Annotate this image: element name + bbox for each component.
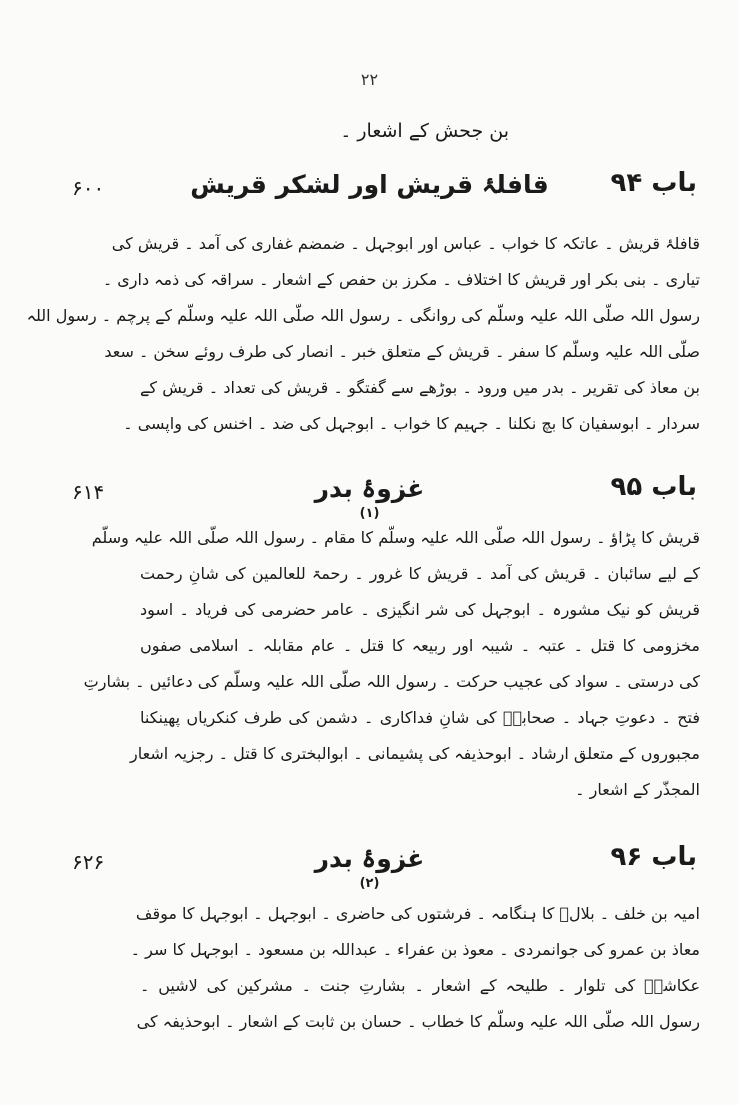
section-title: غزوۂ بدر — [314, 474, 425, 503]
section-subtitle: (۲) — [359, 876, 380, 891]
body-line: رسول اللہ صلّی اللہ علیہ وسلّم کی روانگی ۔ رسول اللہ صلّی اللہ علیہ وسلّم کے پرچم ۔ رسول اللہ — [26, 306, 700, 325]
body-line: صلّی اللہ علیہ وسلّم کا سفر ۔ قریش کے متعلق خبر ۔ انصار کی طرف روئے سخن ۔ سعد — [104, 342, 700, 361]
chapter-label: باب ۹۵ — [610, 472, 697, 502]
body-line: معاذ بن عمرو کی جوانمردی ۔ معوذ بن عفراء ۔ عبداللہ بن مسعود ۔ ابوجہل کا سر ۔ — [130, 940, 700, 959]
page-reference: ۶۱۴ — [72, 480, 105, 504]
page-number: ۲۲ — [360, 70, 379, 89]
page-reference: ۶۰۰ — [72, 176, 105, 200]
section-header-94 — [0, 168, 739, 228]
body-line: امیہ بن خلف ۔ بلالؓ کا ہنگامہ ۔ فرشتوں کی حاضری ۔ ابوجہل ۔ ابوجہل کا موقف — [135, 904, 700, 923]
body-line: قریش کا پڑاؤ ۔ رسول اللہ صلّی اللہ علیہ وسلّم کا مقام ۔ رسول اللہ صلّی اللہ علیہ وسلّم — [91, 528, 700, 547]
body-line: تیاری ۔ بنی بکر اور قریش کا اختلاف ۔ مکرز بن حفص کے اشعار ۔ سراقہ کی ذمہ داری ۔ — [102, 270, 700, 289]
chapter-label: باب ۹۴ — [610, 168, 697, 198]
body-line: مجبوروں کے متعلق ارشاد ۔ ابوحذیفہ کی پشیمانی ۔ ابوالبختری کا قتل ۔ رجزیہ اشعار — [130, 744, 700, 763]
body-line: المجذّر کے اشعار ۔ — [575, 780, 700, 799]
section-subtitle: (۱) — [359, 506, 380, 521]
body-line: کی درستی ۔ سواد کی عجیب حرکت ۔ رسول اللہ صلّی اللہ علیہ وسلّم کی دعائیں ۔ بشارتِ — [83, 672, 700, 691]
section-body-94 — [26, 226, 700, 442]
page-reference: ۶۲۶ — [72, 850, 105, 874]
body-line: فتح ۔ دعوتِ جہاد ۔ صحابہؓ کی شانِ فداکاری ۔ دشمن کی طرف کنکریاں پھینکنا — [140, 708, 700, 727]
body-line: رسول اللہ صلّی اللہ علیہ وسلّم کا خطاب ۔ حسان بن ثابت کے اشعار ۔ ابوحذیفہ کی — [136, 1012, 700, 1031]
section-title: قافلۂ قریش اور لشکر قریش — [190, 170, 549, 199]
body-line: سردار ۔ ابوسفیان کا بچ نکلنا ۔ جہیم کا خواب ۔ ابوجہل کی ضد ۔ اخنس کی واپسی ۔ — [123, 414, 700, 433]
section-title: غزوۂ بدر — [314, 844, 425, 873]
body-line: قریش کو نیک مشورہ ۔ ابوجہل کی شر انگیزی ۔ عامر حضرمی کی فریاد ۔ اسود — [140, 600, 700, 619]
chapter-label: باب ۹۶ — [610, 842, 697, 872]
body-line: مخزومی کا قتل ۔ عتبہ ۔ شیبہ اور ربیعہ کا قتل ۔ عام مقابلہ ۔ اسلامی صفوں — [140, 636, 700, 655]
section-body-96 — [130, 896, 700, 1040]
section-header-96 — [0, 842, 739, 902]
body-line: قافلۂ قریش ۔ عاتکہ کا خواب ۔ عباس اور ابوجہل ۔ ضمضم غفاری کی آمد ۔ قریش کی — [111, 234, 700, 253]
body-line: کے لیے سائبان ۔ قریش کی آمد ۔ قریش کا غرور ۔ رحمۃ للعالمین کی شانِ رحمت — [140, 564, 700, 583]
section-body-95 — [83, 520, 700, 808]
body-line: بن معاذ کی تقریر ۔ بدر میں ورود ۔ بوڑھے سے گفتگو ۔ قریش کی تعداد ۔ قریش کے — [140, 378, 700, 397]
body-line: عکاشہؓ کی تلوار ۔ طلیحہ کے اشعار ۔ بشارتِ جنت ۔ مشرکین کی لاشیں ۔ — [140, 976, 700, 995]
intro-line: بن جحش کے اشعار ۔ — [340, 120, 509, 142]
